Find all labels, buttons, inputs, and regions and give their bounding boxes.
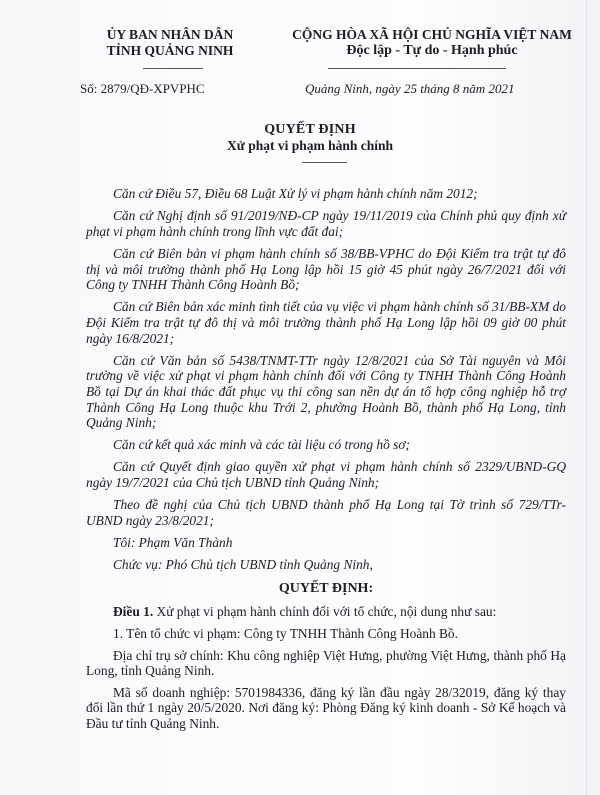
motto-divider (328, 68, 506, 69)
issuing-agency (70, 27, 270, 59)
page-edge-line (586, 0, 587, 795)
preamble-clause: Theo đề nghị của Chủ tịch UBND thành phố Hạ Long tại Tờ trình số 729/TTr-UBND ngày 23/8/2021; (86, 497, 566, 528)
violator-address: Địa chỉ trụ sở chính: Khu công nghiệp Việt Hưng, phường Việt Hưng, thành phố Hạ Long, tỉnh Quảng Ninh. (86, 647, 566, 679)
title-subtitle: Xử phạt vi phạm hành chính (226, 138, 394, 153)
article-1-label: Điều 1. (113, 604, 154, 620)
title-divider (302, 162, 347, 163)
preamble-clause: Căn cứ kết quả xác minh và các tài liệu có trong hồ sơ; (113, 437, 410, 453)
preamble-clause: Căn cứ Quyết định giao quyền xử phạt vi phạm hành chính số 2329/UBND-GQ ngày 19/7/2021 của Chủ tịch UBND tỉnh Quảng Ninh; (86, 459, 566, 491)
preamble-clause: Căn cứ Nghị định số 91/2019/NĐ-CP ngày 19/11/2019 của Chính phủ quy định xử phạt vi phạm hành chính trong lĩnh vực đất đai; (86, 208, 566, 239)
title-main: QUYẾT ĐỊNH (264, 122, 356, 137)
signer-position: Chức vụ: Phó Chủ tịch UBND tỉnh Quảng Ninh, (113, 557, 373, 573)
document-number: Số: 2879/QĐ-XPVPHC (80, 81, 205, 96)
article-1 (86, 604, 566, 620)
agency-divider (143, 68, 203, 69)
national-motto: Độc lập - Tự do - Hạnh phúc (346, 43, 518, 58)
agency-line-1: ỦY BAN NHÂN DÂN (106, 27, 234, 42)
business-registration: Mã số doanh nghiệp: 5701984336, đăng ký lần đầu ngày 28/32019, đăng ký thay đổi lần thứ 1 ngày 20/5/2020. Nơi đăng ký: Phòng Đăng ký kinh doanh - Sở Kế hoạch và Đầu tư tỉnh Quảng Ninh. (86, 684, 566, 731)
decision-heading: QUYẾT ĐỊNH: (278, 580, 374, 596)
agency-line-2: TỈNH QUẢNG NINH (106, 43, 234, 58)
country-line: CỘNG HÒA XÃ HỘI CHỦ NGHĨA VIỆT NAM (292, 27, 572, 42)
article-1-text: Xử phạt vi phạm hành chính đối với tổ chức, nội dung như sau: (153, 604, 497, 620)
preamble-clause: Căn cứ Biên bản xác minh tình tiết của vụ việc vi phạm hành chính số 31/BB-XM do Đội Kiểm tra trật tự đô thị và môi trường thành phố Hạ Long lập hồi 09 giờ 00 phút ngày 16/8/2021; (86, 299, 566, 346)
preamble-clause: Căn cứ Điều 57, Điều 68 Luật Xử lý vi phạm hành chính năm 2012; (113, 186, 478, 201)
violator-name: 1. Tên tổ chức vi phạm: Công ty TNHH Thành Công Hoành Bồ. (113, 626, 458, 641)
place-date: Quảng Ninh, ngày 25 tháng 8 năm 2021 (305, 81, 515, 96)
document-body (86, 186, 566, 738)
national-header (282, 27, 582, 59)
preamble-clause: Căn cứ Văn bản số 5438/TNMT-TTr ngày 12/8/2021 của Sở Tài nguyên và Môi trường về việc xử phạt vi phạm hành chính đối với Công ty TNHH Thành Công Hoành Bồ tại Dự án khai thác đất phục vụ thi công san nền dự án tổ hợp công nghiệp hỗ trợ Thành Công Hạ Long thuộc khu Trới 2, phường Hoành Bồ, thành phố Hạ Long, tỉnh Quảng Ninh; (86, 352, 566, 431)
document-title (60, 122, 560, 154)
preamble-clause: Căn cứ Biên bản vi phạm hành chính số 38/BB-VPHC do Đội Kiểm tra trật tự đô thị và môi trường thành phố Hạ Long lập hồi 15 giờ 45 phút ngày 26/7/2021 đối với Công ty TNHH Thành Công Hoành Bồ; (86, 245, 566, 293)
signer-name: Tôi: Phạm Văn Thành (113, 535, 233, 551)
